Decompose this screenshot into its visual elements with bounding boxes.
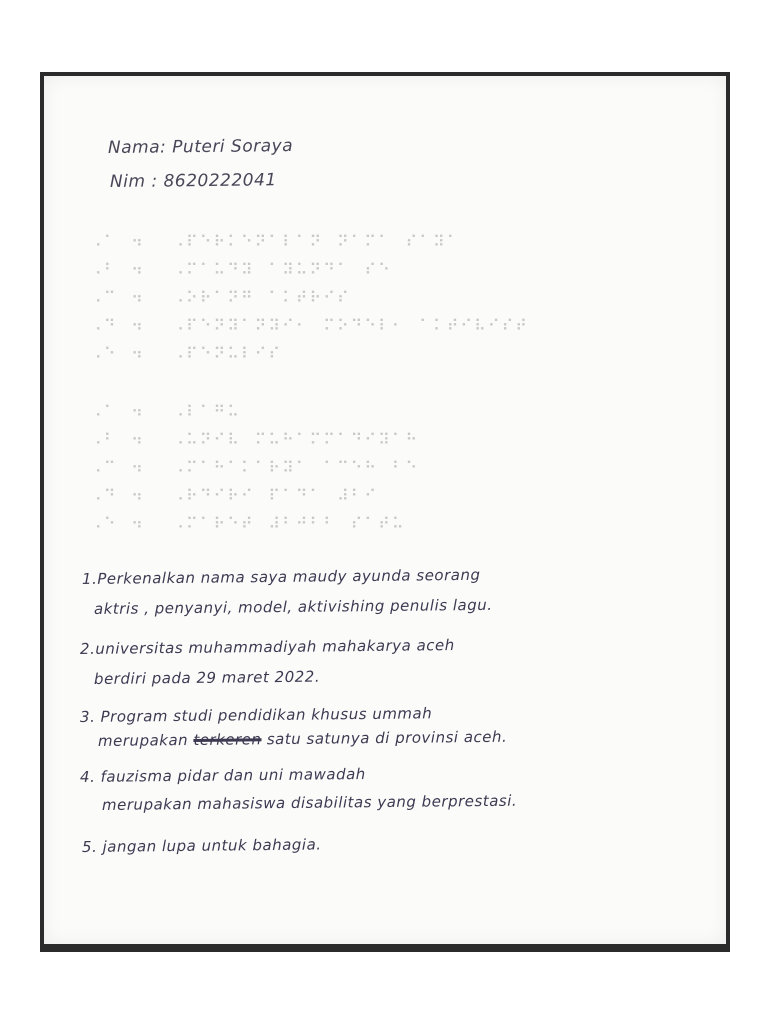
braille-line: ⠠⠑⠀⠲⠀⠀⠠⠏⠑⠝⠥⠇⠊⠎ xyxy=(90,344,283,363)
braille-line: ⠠⠑⠀⠲⠀⠀⠠⠍⠁⠗⠑⠞⠀⠼⠃⠚⠃⠃⠀⠎⠁⠞⠥ xyxy=(90,514,406,533)
braille-line: ⠠⠙⠀⠲⠀⠀⠠⠗⠙⠊⠗⠊⠀⠏⠁⠙⠁⠀⠼⠃⠊ xyxy=(90,486,379,505)
item-3-line-1: 3. Program studi pendidikan khusus ummah xyxy=(79,704,433,726)
item-5-line-1: 5. jangan lupa untuk bahagia. xyxy=(81,835,322,856)
item-4-line-1: 4. fauzisma pidar dan uni mawadah xyxy=(79,765,366,786)
braille-line: ⠠⠃⠀⠲⠀⠀⠠⠍⠁⠥⠙⠽⠀⠁⠽⠥⠝⠙⠁⠀⠎⠑ xyxy=(90,260,392,279)
item-1-line-2: aktris , penyanyi, model, aktivishing penulis lagu. xyxy=(93,595,493,618)
crossed-out-word: terkeren xyxy=(193,730,262,750)
braille-line: ⠠⠉⠀⠲⠀⠀⠠⠕⠗⠁⠝⠛⠀⠁⠅⠞⠗⠊⠎ xyxy=(90,288,351,307)
braille-line: ⠠⠙⠀⠲⠀⠀⠠⠏⠑⠝⠽⠁⠝⠽⠊⠂⠀⠍⠕⠙⠑⠇⠂⠀⠁⠅⠞⠊⠧⠊⠎⠞ xyxy=(90,316,529,335)
item-1-line-1: 1.Perkenalkan nama saya maudy ayunda seorang xyxy=(81,565,481,588)
student-name: Nama: Puteri Soraya xyxy=(107,136,294,158)
student-nim: Nim : 8620222041 xyxy=(109,170,277,192)
braille-line: ⠠⠁⠀⠲⠀⠀⠠⠏⠑⠗⠅⠑⠝⠁⠇⠁⠝⠀⠝⠁⠍⠁⠀⠎⠁⠽⠁ xyxy=(90,232,461,251)
braille-line: ⠠⠃⠀⠲⠀⠀⠠⠥⠝⠊⠧⠀⠍⠥⠓⠁⠍⠍⠁⠙⠊⠽⠁⠓ xyxy=(90,430,420,449)
item-2-line-2: berdiri pada 29 maret 2022. xyxy=(93,667,321,688)
item-4-line-2: merupakan mahasiswa disabilitas yang berprestasi. xyxy=(101,791,518,814)
braille-line: ⠠⠉⠀⠲⠀⠀⠠⠍⠁⠓⠁⠅⠁⠗⠽⠁⠀⠁⠉⠑⠓⠀⠃⠑ xyxy=(90,458,420,477)
paper-sheet xyxy=(44,76,726,944)
item-3-line-2-end: satu satunya di provinsi aceh. xyxy=(266,727,508,749)
item-3-line-2-start: merupakan xyxy=(97,731,189,750)
braille-line: ⠠⠁⠀⠲⠀⠀⠠⠇⠁⠛⠥ xyxy=(90,402,241,421)
item-2-line-1: 2.universitas muhammadiyah mahakarya aceh xyxy=(79,636,455,658)
